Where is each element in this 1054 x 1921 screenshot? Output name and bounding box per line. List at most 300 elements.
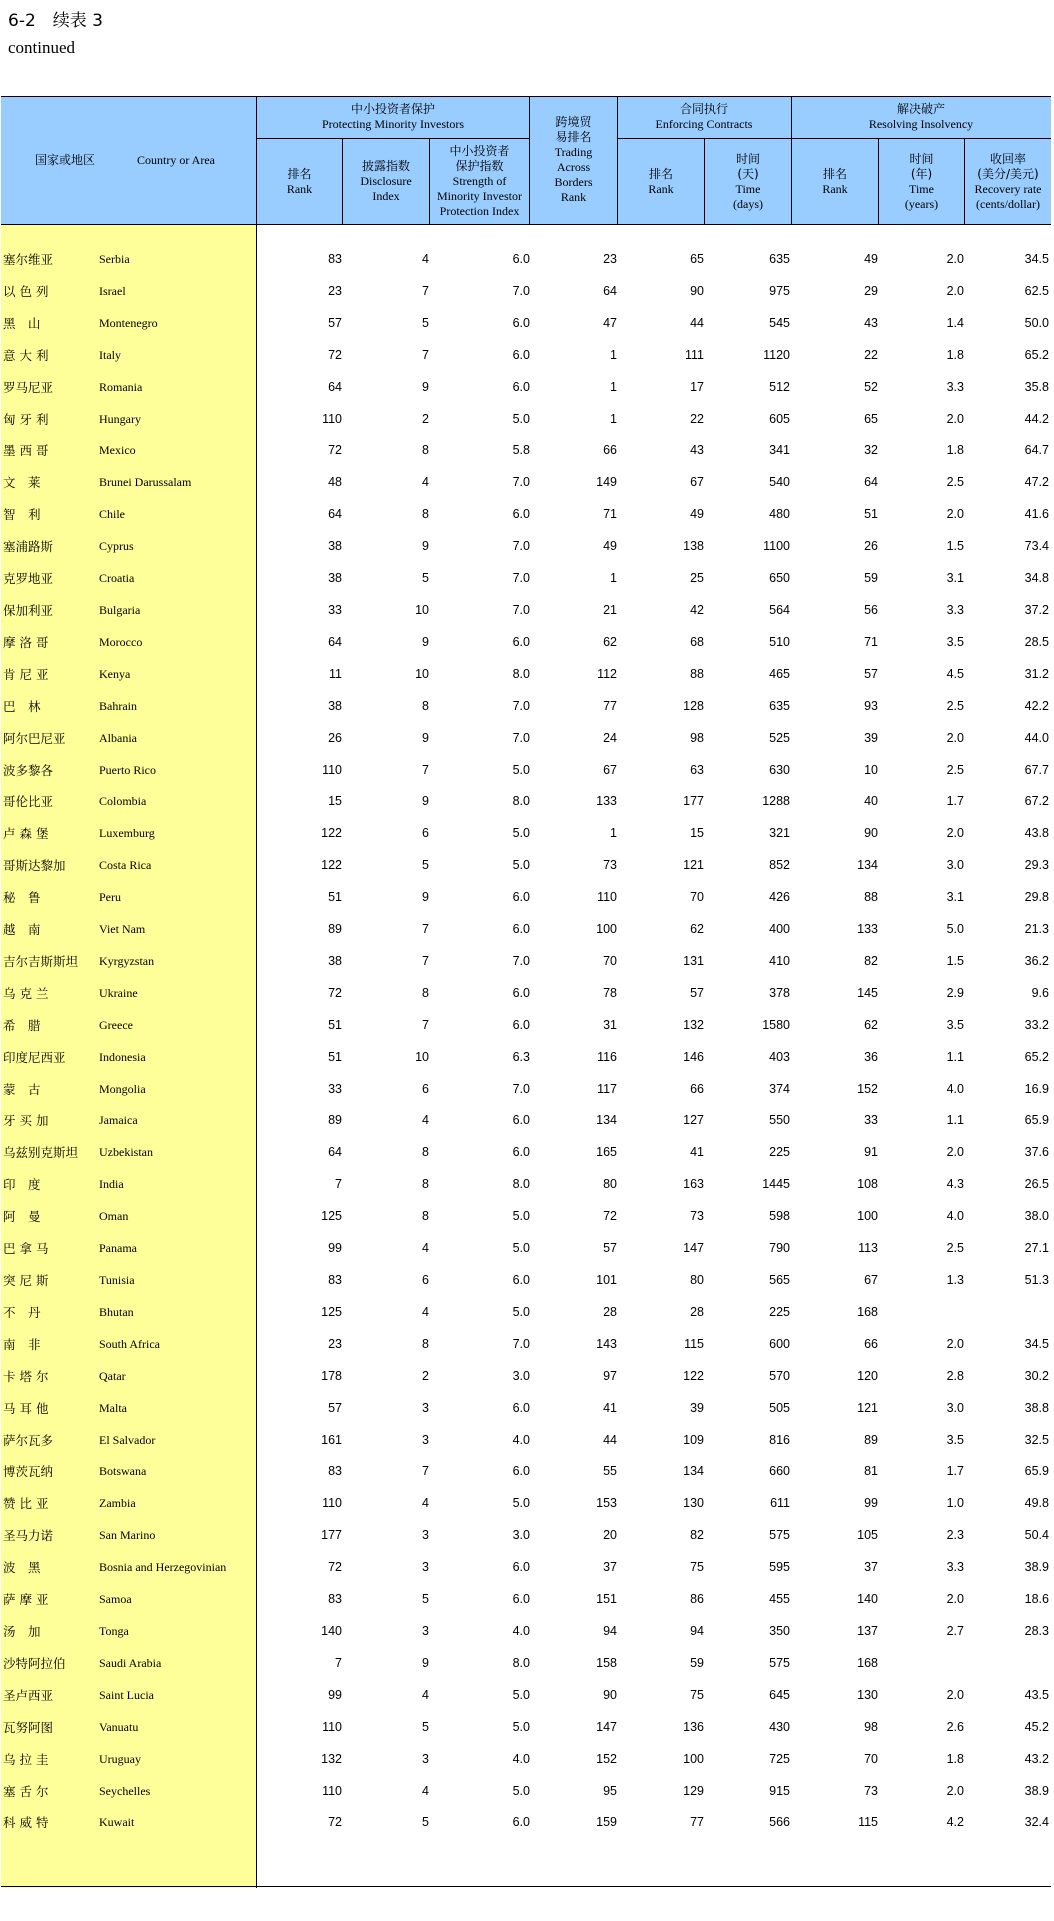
table-row xyxy=(1,467,1051,499)
cell-recovery-rate: 37.2 xyxy=(1024,602,1049,617)
cell-minority-rank: 57 xyxy=(328,1400,342,1415)
cell-recovery-rate: 41.6 xyxy=(1024,507,1049,522)
country-name-en: Malta xyxy=(99,1400,127,1415)
cell-insolvency-rank: 100 xyxy=(857,1209,878,1224)
cell-disclosure-index: 5 xyxy=(422,1719,429,1734)
cell-strength-index: 7.0 xyxy=(512,1336,530,1351)
cell-insolvency-time-years: 2.9 xyxy=(946,985,964,1000)
country-name-zh: 波多黎各 xyxy=(3,762,54,778)
cell-strength-index: 6.0 xyxy=(512,1145,530,1160)
cell-insolvency-rank: 121 xyxy=(857,1400,878,1415)
cell-insolvency-rank: 152 xyxy=(857,1081,878,1096)
cell-contracts-time-days: 410 xyxy=(769,953,790,968)
table-row xyxy=(1,595,1051,627)
cell-insolvency-time-years: 3.5 xyxy=(946,1432,964,1447)
subheader-time-days xyxy=(705,139,791,224)
cell-insolvency-time-years: 2.3 xyxy=(946,1528,964,1543)
cell-insolvency-time-years: 4.2 xyxy=(946,1815,964,1830)
cell-minority-rank: 64 xyxy=(328,507,342,522)
cell-trading-rank: 73 xyxy=(603,858,617,873)
cell-trading-rank: 153 xyxy=(596,1496,617,1511)
cell-trading-rank: 1 xyxy=(610,411,617,426)
country-name-zh: 马 耳 他 xyxy=(3,1400,49,1416)
cell-strength-index: 6.0 xyxy=(512,1400,530,1415)
subheader-minority-rank xyxy=(257,139,342,224)
cell-insolvency-rank: 81 xyxy=(864,1464,878,1479)
country-name-zh: 以 色 列 xyxy=(3,283,49,299)
subheader-recovery-rate xyxy=(965,139,1051,224)
cell-insolvency-rank: 52 xyxy=(864,379,878,394)
cell-minority-rank: 57 xyxy=(328,315,342,330)
country-name-zh: 匈 牙 利 xyxy=(3,411,49,427)
cell-strength-index: 7.0 xyxy=(512,475,530,490)
cell-trading-rank: 80 xyxy=(603,1177,617,1192)
cell-recovery-rate: 47.2 xyxy=(1024,475,1049,490)
country-name-en: Kenya xyxy=(99,666,131,681)
cell-strength-index: 5.0 xyxy=(512,411,530,426)
cell-minority-rank: 99 xyxy=(328,1687,342,1702)
strength-en-line1: Strength of xyxy=(452,174,507,188)
cell-insolvency-time-years: 3.5 xyxy=(946,634,964,649)
cell-contracts-rank: 163 xyxy=(683,1177,704,1192)
country-name-en: Saudi Arabia xyxy=(99,1655,162,1670)
cell-contracts-time-days: 566 xyxy=(769,1815,790,1830)
cell-recovery-rate: 29.8 xyxy=(1024,890,1049,905)
cell-trading-rank: 24 xyxy=(603,730,617,745)
cell-minority-rank: 110 xyxy=(322,1496,342,1511)
cell-contracts-rank: 94 xyxy=(690,1623,704,1638)
country-name-en: Costa Rica xyxy=(99,858,152,873)
cell-trading-rank: 134 xyxy=(596,1113,617,1128)
page-subtitle: continued xyxy=(8,38,76,57)
cell-strength-index: 4.0 xyxy=(512,1432,530,1447)
cell-strength-index: 6.0 xyxy=(512,507,530,522)
cell-strength-index: 5.0 xyxy=(512,762,530,777)
recovery-en-line1: Recovery rate xyxy=(974,181,1042,196)
cell-insolvency-rank: 137 xyxy=(857,1623,878,1638)
cell-recovery-rate: 43.5 xyxy=(1024,1687,1049,1702)
cell-disclosure-index: 9 xyxy=(422,634,429,649)
table-row xyxy=(1,786,1051,818)
country-name-zh: 南 非 xyxy=(3,1336,41,1352)
cell-trading-rank: 110 xyxy=(597,890,617,905)
cell-recovery-rate: 26.5 xyxy=(1024,1177,1049,1192)
table-row xyxy=(1,1520,1051,1552)
table-row xyxy=(1,244,1051,276)
cell-recovery-rate: 65.9 xyxy=(1024,1113,1049,1128)
cell-minority-rank: 178 xyxy=(321,1368,342,1383)
country-name-zh: 保加利亚 xyxy=(3,602,54,618)
header-group-minority xyxy=(257,96,529,138)
country-name-en: Puerto Rico xyxy=(99,762,156,777)
country-name-zh: 蒙 古 xyxy=(3,1081,41,1097)
cell-recovery-rate: 44.2 xyxy=(1024,411,1049,426)
cell-insolvency-time-years: 2.8 xyxy=(946,1368,964,1383)
cell-contracts-rank: 68 xyxy=(690,634,704,649)
table-row xyxy=(1,404,1051,436)
cell-strength-index: 5.0 xyxy=(512,1719,530,1734)
cell-minority-rank: 11 xyxy=(329,666,342,681)
cell-recovery-rate: 32.4 xyxy=(1024,1815,1049,1830)
cell-contracts-rank: 111 xyxy=(684,347,704,362)
cell-insolvency-time-years: 2.0 xyxy=(946,507,964,522)
cell-disclosure-index: 5 xyxy=(422,858,429,873)
cell-insolvency-time-years: 3.1 xyxy=(946,571,964,586)
table-row xyxy=(1,563,1051,595)
cell-contracts-rank: 115 xyxy=(684,1336,704,1351)
cell-insolvency-rank: 90 xyxy=(864,826,878,841)
cell-trading-rank: 147 xyxy=(596,1719,617,1734)
country-name-en: Croatia xyxy=(99,571,135,586)
table-row xyxy=(1,1169,1051,1201)
cell-recovery-rate: 35.8 xyxy=(1024,379,1049,394)
cell-insolvency-rank: 56 xyxy=(864,602,878,617)
cell-minority-rank: 38 xyxy=(328,953,342,968)
header-country-en-text: Country or Area xyxy=(137,152,215,167)
cell-insolvency-time-years: 1.0 xyxy=(946,1496,964,1511)
cell-insolvency-rank: 108 xyxy=(857,1177,878,1192)
country-name-zh: 秘 鲁 xyxy=(3,890,41,906)
cell-insolvency-rank: 82 xyxy=(864,953,878,968)
disclosure-zh: 披露指数 xyxy=(361,159,410,173)
rank-en: Rank xyxy=(822,181,848,196)
cell-disclosure-index: 10 xyxy=(415,602,429,617)
cell-contracts-time-days: 225 xyxy=(769,1145,790,1160)
cell-strength-index: 7.0 xyxy=(512,730,530,745)
cell-insolvency-rank: 91 xyxy=(864,1145,878,1160)
cell-contracts-rank: 90 xyxy=(690,283,704,298)
cell-trading-rank: 101 xyxy=(596,1273,617,1287)
trading-zh-line2: 易排名 xyxy=(555,130,592,144)
cell-recovery-rate: 50.0 xyxy=(1024,315,1049,330)
cell-contracts-rank: 100 xyxy=(683,1751,704,1766)
cell-contracts-rank: 43 xyxy=(690,443,704,458)
time-years-en-line1: Time xyxy=(909,181,934,196)
cell-insolvency-rank: 59 xyxy=(864,571,878,586)
recovery-zh-line2: (美分/美元) xyxy=(977,166,1039,181)
cell-disclosure-index: 5 xyxy=(422,571,429,586)
cell-contracts-time-days: 635 xyxy=(769,698,790,713)
country-name-en: Kuwait xyxy=(99,1815,135,1830)
cell-strength-index: 7.0 xyxy=(512,698,530,713)
cell-trading-rank: 28 xyxy=(603,1304,617,1319)
cell-trading-rank: 1 xyxy=(610,571,617,586)
country-name-en: Zambia xyxy=(99,1496,136,1511)
cell-contracts-rank: 128 xyxy=(683,698,704,713)
cell-contracts-time-days: 550 xyxy=(769,1113,790,1128)
cell-minority-rank: 83 xyxy=(328,1464,342,1479)
country-name-zh: 沙特阿拉伯 xyxy=(3,1655,66,1671)
cell-disclosure-index: 2 xyxy=(422,411,429,426)
table-body xyxy=(1,244,1051,1839)
cell-recovery-rate: 34.8 xyxy=(1024,571,1049,586)
cell-insolvency-rank: 145 xyxy=(857,985,878,1000)
country-name-zh: 不 丹 xyxy=(3,1304,41,1320)
country-name-zh: 哥斯达黎加 xyxy=(3,858,66,874)
cell-recovery-rate: 64.7 xyxy=(1024,443,1049,458)
table-row xyxy=(1,1329,1051,1361)
cell-insolvency-time-years: 2.0 xyxy=(946,1687,964,1702)
cell-disclosure-index: 6 xyxy=(422,1081,429,1096)
country-name-zh: 智 利 xyxy=(3,507,41,523)
country-name-en: Qatar xyxy=(99,1368,126,1383)
cell-strength-index: 6.0 xyxy=(512,252,530,266)
cell-minority-rank: 15 xyxy=(328,794,342,809)
country-name-en: Bulgaria xyxy=(99,602,141,617)
cell-contracts-time-days: 915 xyxy=(769,1783,790,1798)
header-group-contracts xyxy=(617,96,791,138)
time-years-zh-line2: (年) xyxy=(910,166,933,181)
cell-contracts-time-days: 512 xyxy=(769,379,790,394)
cell-insolvency-rank: 93 xyxy=(864,698,878,713)
cell-strength-index: 6.0 xyxy=(512,1464,530,1479)
cell-disclosure-index: 3 xyxy=(422,1560,429,1575)
country-name-zh: 摩 洛 哥 xyxy=(3,634,49,650)
country-name-en: Mongolia xyxy=(99,1081,146,1096)
cell-minority-rank: 83 xyxy=(328,252,342,266)
cell-strength-index: 6.0 xyxy=(512,1017,530,1032)
cell-strength-index: 8.0 xyxy=(512,1177,530,1192)
country-name-en: Bahrain xyxy=(99,698,137,713)
cell-strength-index: 6.0 xyxy=(512,922,530,937)
cell-recovery-rate: 9.6 xyxy=(1031,985,1049,1000)
cell-recovery-rate: 38.9 xyxy=(1024,1783,1049,1798)
cell-trading-rank: 116 xyxy=(597,1049,617,1064)
cell-contracts-time-days: 545 xyxy=(769,315,790,330)
cell-insolvency-time-years: 1.8 xyxy=(946,443,964,458)
cell-contracts-time-days: 378 xyxy=(769,985,790,1000)
cell-insolvency-time-years: 4.3 xyxy=(946,1177,964,1192)
cell-insolvency-time-years: 2.0 xyxy=(946,1592,964,1607)
cell-strength-index: 6.0 xyxy=(512,1592,530,1607)
cell-minority-rank: 72 xyxy=(328,1815,342,1830)
cell-strength-index: 7.0 xyxy=(512,1081,530,1096)
cell-insolvency-time-years: 2.5 xyxy=(946,1241,964,1256)
trading-en-line1: Trading xyxy=(554,145,593,159)
cell-strength-index: 7.0 xyxy=(512,283,530,298)
cell-recovery-rate: 42.2 xyxy=(1024,698,1049,713)
cell-contracts-rank: 49 xyxy=(690,507,704,522)
header-trading-rank xyxy=(530,96,617,224)
cell-minority-rank: 51 xyxy=(328,1049,342,1064)
cell-trading-rank: 95 xyxy=(603,1783,617,1798)
cell-contracts-rank: 130 xyxy=(683,1496,704,1511)
cell-strength-index: 6.0 xyxy=(512,1273,530,1287)
cell-contracts-time-days: 465 xyxy=(769,666,790,681)
cell-contracts-time-days: 790 xyxy=(769,1241,790,1256)
country-name-zh: 印 度 xyxy=(3,1177,41,1193)
cell-insolvency-rank: 33 xyxy=(864,1113,878,1128)
strength-en-line2: Minority Investor xyxy=(437,189,522,203)
cell-recovery-rate: 43.8 xyxy=(1024,826,1049,841)
cell-insolvency-rank: 43 xyxy=(864,315,878,330)
cell-insolvency-time-years: 2.0 xyxy=(946,1336,964,1351)
rank-zh: 排名 xyxy=(822,166,847,181)
cell-trading-rank: 165 xyxy=(596,1145,617,1160)
cell-contracts-time-days: 595 xyxy=(769,1560,790,1575)
cell-insolvency-rank: 32 xyxy=(864,443,878,458)
cell-insolvency-time-years: 3.3 xyxy=(946,379,964,394)
cell-recovery-rate: 67.7 xyxy=(1024,762,1049,777)
time-days-zh-line2: (天) xyxy=(737,166,759,181)
cell-contracts-rank: 138 xyxy=(683,539,704,554)
cell-insolvency-rank: 130 xyxy=(857,1687,878,1702)
country-name-en: Indonesia xyxy=(99,1049,146,1064)
country-name-zh: 越 南 xyxy=(3,922,41,938)
cell-contracts-time-days: 575 xyxy=(769,1528,790,1543)
cell-contracts-rank: 109 xyxy=(683,1432,704,1447)
trading-en-line4: Rank xyxy=(560,190,587,204)
cell-disclosure-index: 3 xyxy=(422,1751,429,1766)
cell-strength-index: 6.0 xyxy=(512,315,530,330)
cell-contracts-time-days: 660 xyxy=(769,1464,790,1479)
cell-minority-rank: 26 xyxy=(328,730,342,745)
cell-insolvency-time-years: 2.5 xyxy=(946,475,964,490)
cell-disclosure-index: 9 xyxy=(422,730,429,745)
cell-contracts-rank: 136 xyxy=(683,1719,704,1734)
country-name-zh: 肯 尼 亚 xyxy=(3,666,49,682)
country-name-en: Cyprus xyxy=(99,539,134,554)
cell-trading-rank: 133 xyxy=(596,794,617,809)
cell-trading-rank: 152 xyxy=(596,1751,617,1766)
cell-disclosure-index: 10 xyxy=(415,666,429,681)
cell-contracts-rank: 121 xyxy=(683,858,704,873)
cell-strength-index: 6.0 xyxy=(512,1815,530,1830)
cell-contracts-rank: 66 xyxy=(690,1081,704,1096)
country-name-en: Viet Nam xyxy=(99,922,146,937)
cell-insolvency-time-years: 3.0 xyxy=(946,1400,964,1415)
country-name-en: Bosnia and Herzegovinian xyxy=(99,1560,227,1575)
cell-contracts-time-days: 605 xyxy=(769,411,790,426)
cell-recovery-rate xyxy=(966,1297,1049,1329)
header-group-insolvency xyxy=(791,96,1051,138)
cell-contracts-rank: 82 xyxy=(690,1528,704,1543)
cell-contracts-time-days: 430 xyxy=(769,1719,790,1734)
disclosure-en-line1: Disclosure xyxy=(360,174,412,188)
cell-minority-rank: 125 xyxy=(321,1209,342,1224)
rank-zh: 排名 xyxy=(648,166,673,181)
table-row xyxy=(1,723,1051,755)
cell-disclosure-index: 7 xyxy=(422,762,429,777)
cell-trading-rank: 44 xyxy=(603,1432,617,1447)
country-name-zh: 汤 加 xyxy=(3,1623,41,1639)
cell-contracts-rank: 62 xyxy=(690,922,704,937)
country-name-zh: 突 尼 斯 xyxy=(3,1273,49,1288)
cell-minority-rank: 99 xyxy=(328,1241,342,1256)
cell-strength-index: 7.0 xyxy=(512,953,530,968)
cell-insolvency-time-years: 5.0 xyxy=(946,922,964,937)
cell-disclosure-index: 9 xyxy=(422,539,429,554)
cell-recovery-rate: 34.5 xyxy=(1024,1336,1049,1351)
cell-disclosure-index: 10 xyxy=(415,1049,429,1064)
table-row xyxy=(1,1648,1051,1680)
cell-trading-rank: 71 xyxy=(603,507,617,522)
table-row xyxy=(1,691,1051,723)
cell-trading-rank: 158 xyxy=(596,1655,617,1670)
cell-minority-rank: 122 xyxy=(321,858,342,873)
cell-disclosure-index: 8 xyxy=(422,507,429,522)
cell-insolvency-time-years: 1.7 xyxy=(946,1464,964,1479)
cell-disclosure-index: 7 xyxy=(422,347,429,362)
cell-insolvency-time-years: 2.0 xyxy=(946,252,964,266)
cell-strength-index: 5.0 xyxy=(512,1783,530,1798)
cell-disclosure-index: 3 xyxy=(422,1400,429,1415)
cell-contracts-rank: 63 xyxy=(690,762,704,777)
cell-minority-rank: 64 xyxy=(328,379,342,394)
cell-insolvency-time-years: 3.3 xyxy=(946,1560,964,1575)
cell-minority-rank: 7 xyxy=(335,1177,342,1192)
cell-disclosure-index: 4 xyxy=(422,1783,429,1798)
cell-disclosure-index: 8 xyxy=(422,1336,429,1351)
table-row xyxy=(1,372,1051,404)
cell-recovery-rate: 18.6 xyxy=(1024,1592,1049,1607)
cell-contracts-rank: 75 xyxy=(690,1560,704,1575)
cell-contracts-time-days: 321 xyxy=(769,826,790,841)
cell-minority-rank: 23 xyxy=(328,1336,342,1351)
table-row xyxy=(1,308,1051,340)
cell-contracts-rank: 65 xyxy=(690,252,704,266)
cell-minority-rank: 48 xyxy=(328,475,342,490)
group-insolvency-zh: 解决破产 xyxy=(896,102,945,116)
cell-contracts-rank: 98 xyxy=(690,730,704,745)
recovery-zh-line1: 收回率 xyxy=(989,151,1026,166)
country-name-zh: 乌 克 兰 xyxy=(3,985,49,1001)
cell-insolvency-rank: 70 xyxy=(864,1751,878,1766)
cell-trading-rank: 1 xyxy=(610,379,617,394)
cell-contracts-time-days: 403 xyxy=(769,1049,790,1064)
country-name-en: Montenegro xyxy=(99,315,158,330)
table-row xyxy=(1,1105,1051,1137)
table-row xyxy=(1,978,1051,1010)
time-days-zh-line1: 时间 xyxy=(735,151,760,166)
page-title: 6-2 续表 3 xyxy=(8,11,103,31)
cell-insolvency-rank: 134 xyxy=(857,858,878,873)
strength-zh-line2: 保护指数 xyxy=(455,159,504,173)
cell-minority-rank: 89 xyxy=(328,1113,342,1128)
cell-contracts-time-days: 600 xyxy=(769,1336,790,1351)
cell-insolvency-time-years: 3.3 xyxy=(946,602,964,617)
cell-trading-rank: 47 xyxy=(603,315,617,330)
group-contracts-en: Enforcing Contracts xyxy=(655,117,753,131)
cell-disclosure-index: 8 xyxy=(422,1177,429,1192)
cell-contracts-time-days: 1288 xyxy=(762,794,790,809)
cell-disclosure-index: 8 xyxy=(422,698,429,713)
cell-contracts-rank: 127 xyxy=(683,1113,704,1128)
country-name-en: Serbia xyxy=(99,252,130,266)
cell-disclosure-index: 8 xyxy=(422,985,429,1000)
cell-insolvency-rank: 57 xyxy=(864,666,878,681)
cell-strength-index: 6.0 xyxy=(512,890,530,905)
cell-trading-rank: 94 xyxy=(603,1623,617,1638)
table-row xyxy=(1,1425,1051,1457)
country-name-zh: 波 黑 xyxy=(3,1560,41,1576)
cell-recovery-rate: 38.9 xyxy=(1024,1560,1049,1575)
cell-strength-index: 4.0 xyxy=(512,1751,530,1766)
cell-recovery-rate: 65.2 xyxy=(1024,1049,1049,1064)
cell-recovery-rate: 33.2 xyxy=(1024,1017,1049,1032)
cell-strength-index: 6.0 xyxy=(512,985,530,1000)
cell-insolvency-rank: 133 xyxy=(857,922,878,937)
group-minority-en: Protecting Minority Investors xyxy=(322,117,464,131)
cell-insolvency-time-years: 3.5 xyxy=(946,1017,964,1032)
cell-contracts-rank: 134 xyxy=(683,1464,704,1479)
cell-minority-rank: 83 xyxy=(328,1592,342,1607)
cell-insolvency-rank: 29 xyxy=(864,283,878,298)
cell-contracts-rank: 22 xyxy=(690,411,704,426)
cell-trading-rank: 159 xyxy=(596,1815,617,1830)
country-name-en: Oman xyxy=(99,1209,129,1224)
cell-recovery-rate: 44.0 xyxy=(1024,730,1049,745)
